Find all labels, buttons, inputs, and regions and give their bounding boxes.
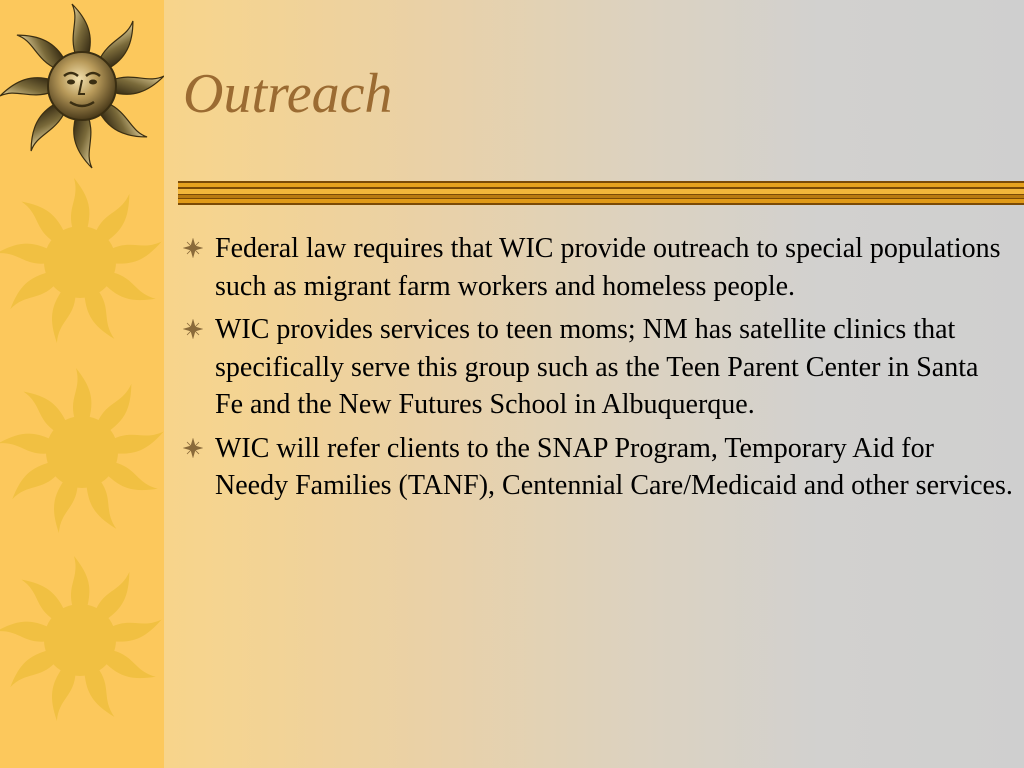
slide-title: Outreach xyxy=(183,63,393,125)
list-item xyxy=(183,311,1013,424)
sidebar-decoration xyxy=(0,0,164,768)
list-item xyxy=(183,430,1013,505)
bullet-text: WIC will refer clients to the SNAP Program, Temporary Aid for Needy Families (TANF), Centennial Care/Medicaid and other services. xyxy=(215,432,1013,501)
bullet-list xyxy=(183,230,1013,511)
list-item xyxy=(183,230,1013,305)
bullet-text: WIC provides services to teen moms; NM has satellite clinics that specifically serve this group such as the Teen Parent Center in Santa Fe and the New Futures School in Albuquerque. xyxy=(215,314,979,420)
star-bullet-icon xyxy=(183,230,215,263)
sun-decoration-icon xyxy=(0,556,164,722)
star-bullet-icon xyxy=(183,430,215,463)
sun-decoration-icon xyxy=(0,368,164,534)
bullet-text: Federal law requires that WIC provide outreach to special populations such as migrant farm workers and homeless people. xyxy=(215,233,1001,302)
sun-decoration-icon xyxy=(0,178,164,344)
title-divider xyxy=(178,181,1024,205)
sun-face-icon xyxy=(0,4,164,168)
star-bullet-icon xyxy=(183,311,215,344)
